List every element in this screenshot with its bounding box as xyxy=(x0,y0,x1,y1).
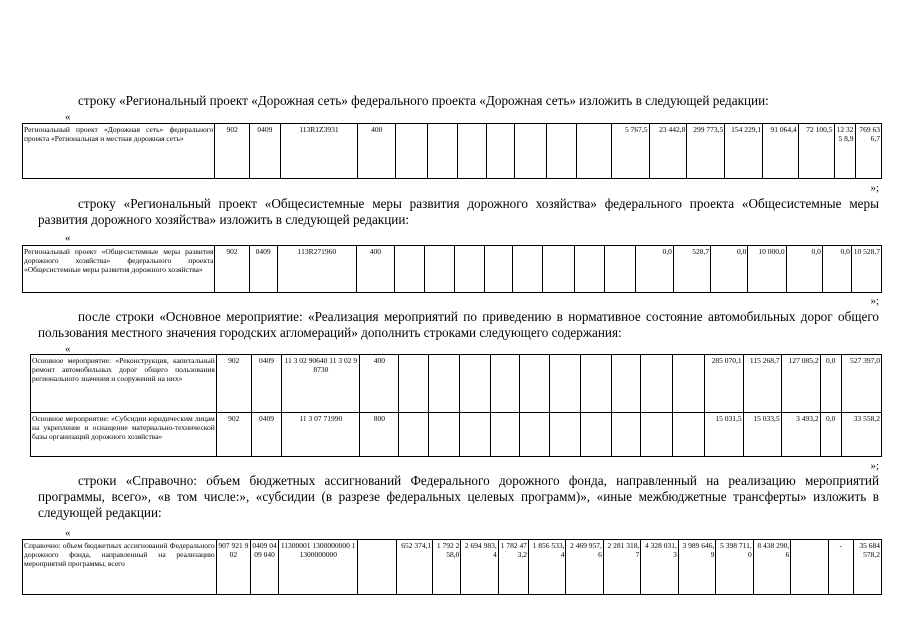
total-cell: 33 558,2 xyxy=(841,413,881,457)
value-cell: 15 033,5 xyxy=(743,413,781,457)
row-name: Основное мероприятие: «Субсидии юридическим лицам на укрепление и оснащение материально-технической базы организаций дорожного хозяйства» xyxy=(31,413,217,457)
value-cell: 2 281 318,7 xyxy=(603,540,640,595)
empty-cell xyxy=(577,124,612,179)
table-osnovnye-meropriyatiya xyxy=(30,354,882,457)
section-code: 0409 xyxy=(251,413,282,457)
section-code: 0409 xyxy=(251,355,282,413)
empty-cell xyxy=(429,413,460,457)
table-spravochno xyxy=(22,539,882,595)
empty-cell xyxy=(550,355,581,413)
target-article-code: 11 3 07 71990 xyxy=(282,413,360,457)
grbs-code: 902 xyxy=(215,246,249,293)
value-cell: 0,0 xyxy=(822,246,851,293)
table-obshchesistemnye-mery xyxy=(22,245,882,293)
section-code: 0409 0409 040 xyxy=(251,540,279,595)
open-quote-1: « xyxy=(65,111,71,123)
table-row xyxy=(31,355,882,413)
value-cell: 115 268,7 xyxy=(743,355,781,413)
value-cell: 0,0 xyxy=(635,246,673,293)
value-cell: 652 374,1 xyxy=(396,540,432,595)
empty-cell xyxy=(641,355,673,413)
value-cell: 5 398 711,0 xyxy=(716,540,753,595)
empty-cell xyxy=(611,413,641,457)
value-cell: 91 064,4 xyxy=(763,124,799,179)
value-cell: 1 782 473,2 xyxy=(498,540,528,595)
close-quote-1: »; xyxy=(870,182,879,194)
value-cell: 3 989 646,9 xyxy=(678,540,715,595)
empty-cell xyxy=(486,124,514,179)
empty-cell xyxy=(427,124,457,179)
empty-cell xyxy=(611,355,641,413)
empty-cell xyxy=(550,413,581,457)
expense-type-code: 400 xyxy=(360,355,399,413)
grbs-code: 902 xyxy=(216,355,251,413)
empty-cell xyxy=(574,246,604,293)
table-row xyxy=(23,124,882,179)
paragraph-4: строки «Справочно: объем бюджетных ассигнований Федерального дорожного фонда, направленный на реализацию мероприятий программы, всего», «в том числе:», «субсидии (в разрезе федеральных целевых программ)», «иные межбюджетные трансферты» изложить в следующей редакции: xyxy=(38,473,879,520)
value-cell: 3 493,2 xyxy=(781,413,820,457)
empty-cell xyxy=(429,355,460,413)
paragraph-1: строку «Региональный проект «Дорожная сеть» федерального проекта «Дорожная сеть» изложить в следующей редакции: xyxy=(78,93,769,108)
row-name: Региональный проект «Дорожная сеть» федерального проекта «Региональная и местная дорожная сеть» xyxy=(23,124,215,179)
value-cell: 1 792 258,0 xyxy=(433,540,461,595)
empty-cell xyxy=(581,355,612,413)
table-dorozhnaya-set xyxy=(22,123,882,179)
value-cell: 528,7 xyxy=(673,246,710,293)
expense-type-code: 400 xyxy=(357,246,394,293)
target-article-code: 11300001 1300000000 11300000000 xyxy=(279,540,358,595)
row-name: Основное мероприятие: «Реконструкция, капитальный ремонт автомобильных дорог общего пользования регионального значения и сооружений на них» xyxy=(31,355,217,413)
empty-cell xyxy=(581,413,612,457)
empty-cell xyxy=(519,413,550,457)
empty-cell xyxy=(399,355,429,413)
target-article-code: 11 3 02 90640 11 3 02 98730 xyxy=(282,355,360,413)
close-quote-2: »; xyxy=(870,295,879,307)
value-cell: 23 442,8 xyxy=(649,124,687,179)
empty-cell xyxy=(543,246,574,293)
target-article-code: 113R1Z3931 xyxy=(280,124,358,179)
grbs-code: 902 xyxy=(215,124,250,179)
target-article-code: 113R271960 xyxy=(277,246,357,293)
table-row xyxy=(31,413,882,457)
value-cell: 8 438 290,6 xyxy=(753,540,790,595)
row-name: Региональный проект «Общесистемные меры развития дорожного хозяйства» федерального проекта «Общесистемные меры развития дорожного хозяйства» xyxy=(23,246,215,293)
empty-cell xyxy=(546,124,576,179)
value-cell: 5 767,5 xyxy=(611,124,649,179)
empty-cell xyxy=(514,124,546,179)
value-cell: - xyxy=(828,540,853,595)
value-cell: 0,0 xyxy=(820,355,841,413)
open-quote-4: « xyxy=(65,527,71,539)
empty-cell xyxy=(491,413,520,457)
value-cell: 12 325 8,9 xyxy=(834,124,855,179)
expense-type-code: 800 xyxy=(360,413,399,457)
open-quote-2: « xyxy=(65,232,71,244)
empty-cell xyxy=(459,413,491,457)
grbs-code: 907 921 902 xyxy=(216,540,250,595)
empty-cell xyxy=(513,246,543,293)
value-cell: 72 100,5 xyxy=(798,124,834,179)
empty-cell xyxy=(458,124,486,179)
value-cell: 299 773,5 xyxy=(687,124,725,179)
empty-cell xyxy=(399,413,429,457)
empty-cell xyxy=(358,540,397,595)
open-quote-3: « xyxy=(65,343,71,355)
empty-cell xyxy=(604,246,635,293)
total-cell: 35 684 578,2 xyxy=(853,540,881,595)
total-cell: 527 397,0 xyxy=(841,355,881,413)
total-cell: 10 528,7 xyxy=(851,246,881,293)
table-row xyxy=(23,540,882,595)
empty-cell xyxy=(454,246,484,293)
close-quote-3: »; xyxy=(870,460,879,472)
empty-cell xyxy=(672,413,704,457)
empty-cell xyxy=(396,124,428,179)
value-cell: 0,0 xyxy=(786,246,822,293)
value-cell: 10 000,0 xyxy=(748,246,786,293)
empty-cell xyxy=(459,355,491,413)
empty-cell xyxy=(641,413,673,457)
value-cell: 0,0 xyxy=(820,413,841,457)
empty-cell xyxy=(491,355,520,413)
empty-cell xyxy=(672,355,704,413)
empty-cell xyxy=(484,246,513,293)
paragraph-2: строку «Региональный проект «Общесистемные меры развития дорожного хозяйства» федерального проекта «Общесистемные меры развития дорожного хозяйства» изложить в следующей редакции: xyxy=(38,196,879,227)
value-cell: 154 229,1 xyxy=(725,124,763,179)
value-cell: 0,0 xyxy=(711,246,748,293)
empty-cell xyxy=(519,355,550,413)
value-cell: 2 469 957,6 xyxy=(566,540,603,595)
expense-type-code: 400 xyxy=(358,124,396,179)
value-cell: 15 031,5 xyxy=(704,413,743,457)
section-code: 0409 xyxy=(249,246,277,293)
total-cell: 769 636,7 xyxy=(855,124,881,179)
row-name: Справочно: объем бюджетных ассигнований Федерального дорожного фонда, направленный на реализацию мероприятий программы, всего xyxy=(23,540,217,595)
section-code: 0409 xyxy=(250,124,280,179)
value-cell: 2 694 983,4 xyxy=(461,540,498,595)
empty-cell xyxy=(791,540,828,595)
value-cell: 285 070,1 xyxy=(704,355,743,413)
value-cell: 1 856 533,4 xyxy=(528,540,565,595)
grbs-code: 902 xyxy=(216,413,251,457)
value-cell: 127 085,2 xyxy=(781,355,820,413)
paragraph-3: после строки «Основное мероприятие: «Реализация мероприятий по приведению в нормативное состояние автомобильных дорог общего пользования местного значения городских агломераций» дополнить строками следующего содержания: xyxy=(38,309,879,340)
value-cell: 4 328 031,3 xyxy=(641,540,678,595)
empty-cell xyxy=(394,246,424,293)
empty-cell xyxy=(424,246,454,293)
table-row xyxy=(23,246,882,293)
